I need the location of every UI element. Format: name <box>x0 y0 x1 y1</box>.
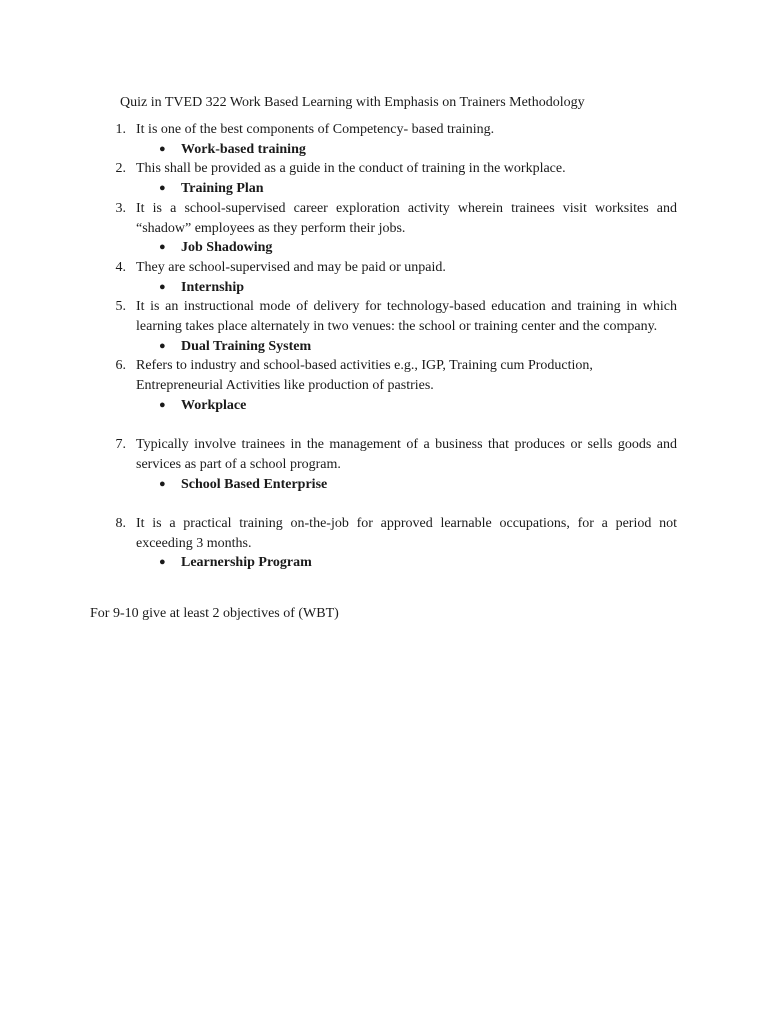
question-text: It is a practical training on-the-job for approved learnable occupations, for a period not exceeding 3 months. <box>136 516 677 551</box>
bullet-icon: ● <box>159 339 166 352</box>
answer-text: Work-based training <box>181 141 306 157</box>
question-text: They are school-supervised and may be paid or unpaid. <box>136 259 446 275</box>
question-item-6 <box>0 356 768 415</box>
question-text: It is one of the best components of Competency- based training. <box>136 122 495 137</box>
answer-text: Learnership Program <box>181 555 312 571</box>
question-item-8 <box>0 514 768 573</box>
answer-item <box>159 238 768 258</box>
question-text: Refers to industry and school-based activities e.g., IGP, Training cum Production, Entrepreneurial Activities like production of pastries. <box>136 358 593 394</box>
answer-text: Dual Training System <box>181 338 312 354</box>
question-number: 5. <box>115 299 126 315</box>
answer-text: School Based Enterprise <box>181 476 328 492</box>
question-number: 8. <box>115 516 126 532</box>
question-text: This shall be provided as a guide in the conduct of training in the workplace. <box>136 161 566 177</box>
answer-text: Job Shadowing <box>181 240 273 256</box>
answer-text: Internship <box>181 279 245 295</box>
question-number: 6. <box>115 358 126 374</box>
question-number: 7. <box>115 437 126 453</box>
bullet-icon: ● <box>159 556 166 569</box>
question-text: Typically involve trainees in the management of a business that produces or sells goods and services as part of a school program. <box>136 437 677 472</box>
bullet-icon: ● <box>159 142 166 155</box>
bullet-icon: ● <box>159 182 166 195</box>
question-text: It is an instructional mode of delivery for technology-based education and training in which learning takes place alternately in two venues: the school or training center and the company. <box>136 299 677 335</box>
answer-item <box>159 140 768 160</box>
question-number: 3. <box>115 200 126 216</box>
bullet-icon: ● <box>159 280 166 293</box>
question-item-4 <box>0 258 768 297</box>
question-item-3 <box>0 199 768 258</box>
answer-item <box>159 553 768 573</box>
quiz-title: Quiz in TVED 322 Work Based Learning with Emphasis on Trainers Methodology <box>120 95 585 110</box>
question-list <box>0 120 768 573</box>
answer-item <box>159 278 768 298</box>
question-number: 2. <box>115 161 126 177</box>
answer-item <box>159 396 768 416</box>
instruction-text: For 9-10 give at least 2 objectives of (WBT) <box>90 606 339 621</box>
bullet-icon: ● <box>159 398 166 411</box>
question-item-5 <box>0 297 768 356</box>
answer-item <box>159 475 768 495</box>
question-text: It is a school-supervised career exploration activity wherein trainees visit worksites and “shadow” employees as they perform their jobs. <box>136 200 677 236</box>
question-item-1 <box>0 120 768 159</box>
answer-item <box>159 337 768 357</box>
question-item-7 <box>0 435 768 494</box>
bullet-icon: ● <box>159 241 166 254</box>
answer-text: Training Plan <box>181 181 264 197</box>
question-number: 4. <box>115 259 126 275</box>
question-number: 1. <box>115 122 126 137</box>
question-item-2 <box>0 159 768 198</box>
answer-text: Workplace <box>181 397 247 413</box>
answer-item <box>159 179 768 199</box>
bullet-icon: ● <box>159 477 166 490</box>
